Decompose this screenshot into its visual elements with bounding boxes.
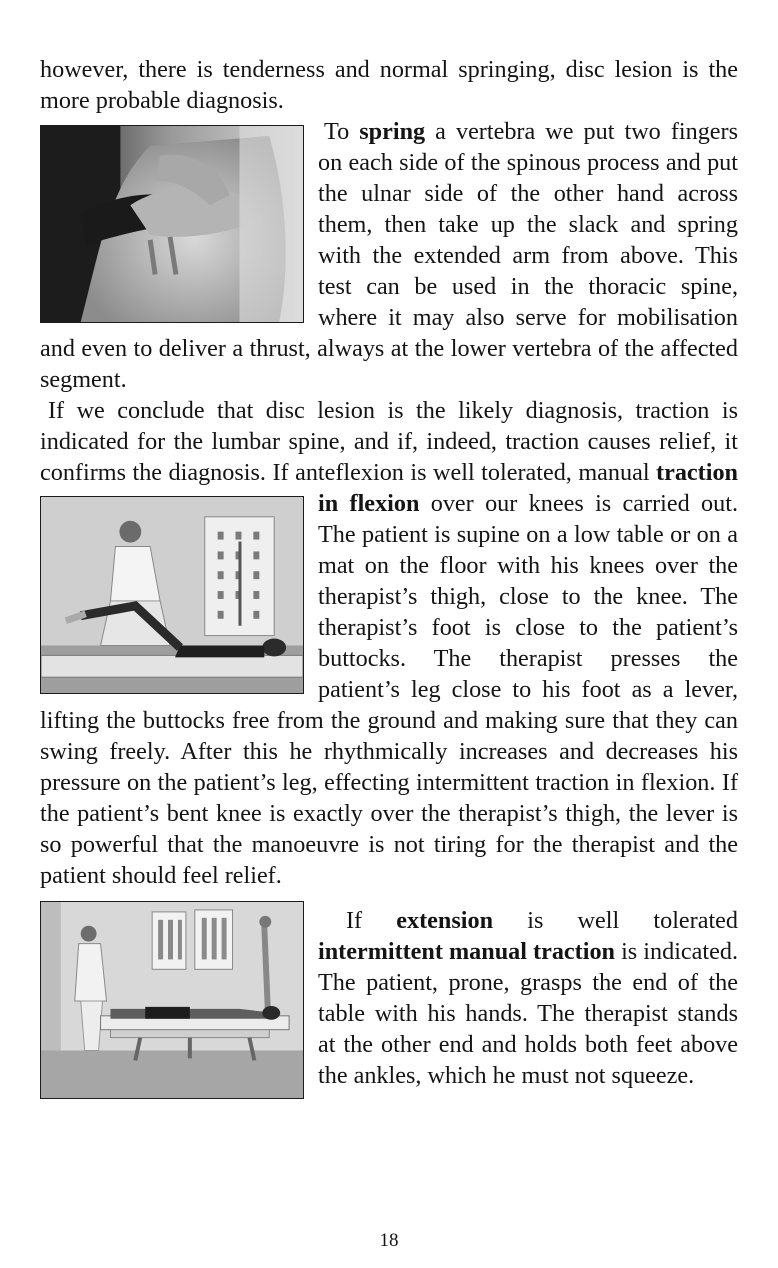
term-traction-in-flexion: traction in flexion [318, 459, 738, 517]
paragraph-intro: however, there is tenderness and normal springing, disc lesion is the more probable diagnosis. [40, 56, 738, 114]
extension-text-after: is indicated. The patient, prone, grasps the end of the table with his hands. The therapist stands at the other end and holds both feet above the ankles, which he must not squeeze. [318, 938, 738, 1089]
photo-traction-in-flexion [40, 496, 304, 694]
extension-text-middle: is well tolerated [493, 907, 738, 934]
term-spring: spring [359, 118, 426, 145]
paragraph-traction-flexion [40, 395, 738, 891]
traction-text-intro: If we conclude that disc lesion is the likely diagnosis, traction is indicated for the lumbar spine, and if, indeed, traction causes relief, it confirms the diagnosis. If anteflexion is well tolerated, manual [40, 397, 738, 486]
photo-traction-in-extension [40, 901, 304, 1099]
photo-springing-vertebra [40, 125, 304, 323]
term-intermittent-manual-traction: intermittent manual traction [318, 938, 615, 965]
extension-text-before: If [346, 907, 397, 934]
page-number: 18 [379, 1230, 399, 1251]
traction-flexion-text: over our knees is carried out. The patient is supine on a low table or on a mat on the floor with his knees over the therapist’s thigh, close to the knee. The therapist’s foot is close to the patient’s buttocks. The therapist presses the patient’s leg close to his foot as a lever, lifting the buttocks free from the ground and making sure that they can swing freely. After this he rhythmically increases and decreases his pressure on the patient’s leg, effecting intermittent traction in flexion. If the patient’s bent knee is exactly over the therapist’s thigh, the lever is so powerful that the manoeuvre is not tiring for the therapist and the patient should feel relief. [40, 490, 738, 889]
springing-text-before: To [324, 118, 360, 145]
term-extension: extension [396, 907, 494, 934]
springing-text-after: a vertebra we put two fingers on each side of the spinous process and put the ulnar side of the other hand across them, then take up the slack and spring with the extended arm from above. This test can be used in the thoracic spine, where it may also serve for mobilisation and even to deliver a thrust, always at the lower vertebra of the affected segment. [40, 118, 738, 393]
